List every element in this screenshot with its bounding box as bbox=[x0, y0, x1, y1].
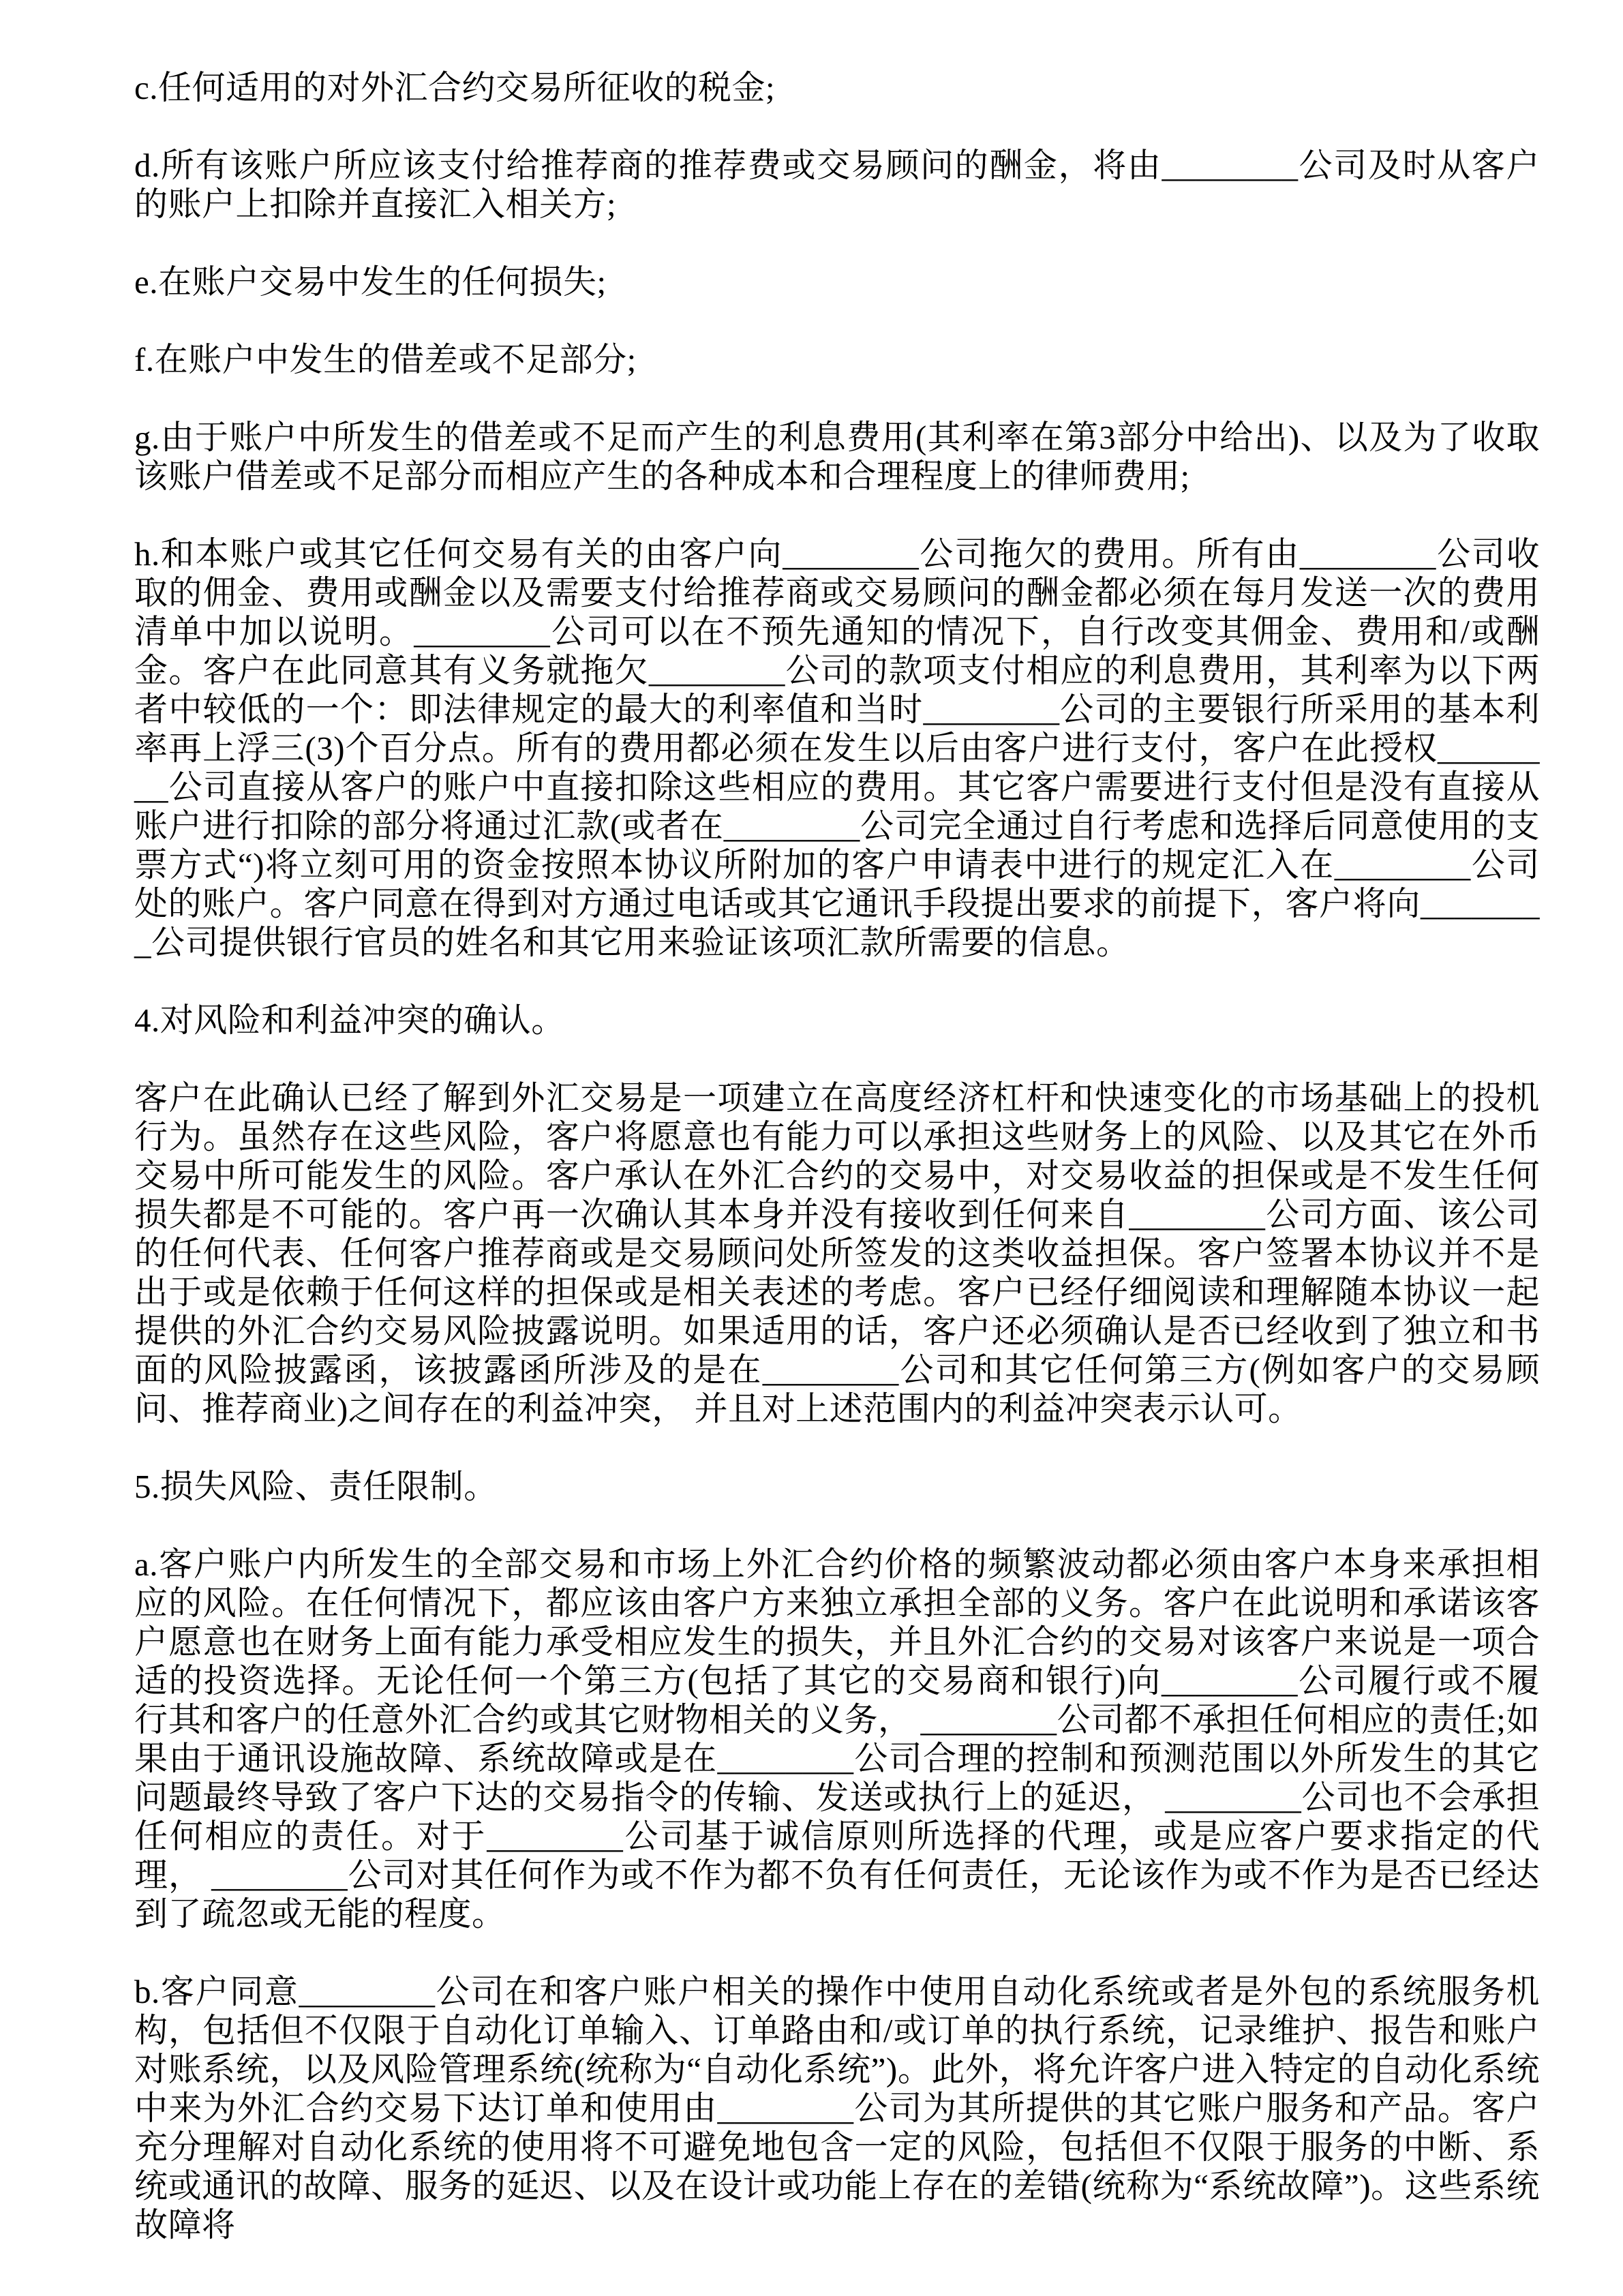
clause-5a: a.客户账户内所发生的全部交易和市场上外汇合约价格的频繁波动都必须由客户本身来承担相应的风险。在任何情况下，都应该由客户方来独立承担全部的义务。客户在此说明和承诺该客户愿意也在财务上面有能力承受相应发生的损失，并且外汇合约的交易对该客户来说是一项合适的投资选择。无论任何一个第三方(包括了其它的交易商和银行)向________公司履行或不履行其和客户的任意外汇合约或其它财物相关的义务， ________公司都不承担任何相应的责任;如果由于通讯设施故障、系统故障或是在________公司合理的控制和预测范围以外所发生的其它问题最终导致了客户下达的交易指令的传输、发送或执行上的延迟， ________公司也不会承担任何相应的责任。对于________公司基于诚信原则所选择的代理，或是应客户要求指定的代理， ________公司对其任何作为或不作为都不负有任何责任，无论该作为或不作为是否已经达到了疏忽或无能的程度。 bbox=[134, 1545, 1540, 1933]
section-4-heading: 4.对风险和利益冲突的确认。 bbox=[134, 1001, 565, 1039]
clause-d: d.所有该账户所应该支付给推荐商的推荐费或交易顾问的酬金，将由________公司及时从客户的账户上扣除并直接汇入相关方; bbox=[134, 147, 1540, 223]
clause-f: f.在账户中发生的借差或不足部分; bbox=[134, 341, 637, 378]
clause-e: e.在账户交易中发生的任何损失; bbox=[134, 263, 607, 301]
section-5-heading: 5.损失风险、责任限制。 bbox=[134, 1468, 498, 1505]
clause-g: g.由于账户中所发生的借差或不足而产生的利息费用(其利率在第3部分中给出)、以及为了收取该账户借差或不足部分而相应产生的各种成本和合理程度上的律师费用; bbox=[134, 419, 1540, 495]
section-4-paragraph: 客户在此确认已经了解到外汇交易是一项建立在高度经济杠杆和快速变化的市场基础上的投机行为。虽然存在这些风险，客户将愿意也有能力可以承担这些财务上的风险、以及其它在外币交易中所可能发生的风险。客户承认在外汇合约的交易中，对交易收益的担保或是不发生任何损失都是不可能的。客户再一次确认其本身并没有接收到任何来自________公司方面、该公司的任何代表、任何客户推荐商或是交易顾问处所签发的这类收益担保。客户签署本协议并不是出于或是依赖于任何这样的担保或是相关表述的考虑。客户已经仔细阅读和理解随本协议一起提供的外汇合约交易风险披露说明。如果适用的话，客户还必须确认是否已经收到了独立和书面的风险披露函，该披露函所涉及的是在________公司和其它任何第三方(例如客户的交易顾问、推荐商业)之间存在的利益冲突， 并且对上述范围内的利益冲突表示认可。 bbox=[134, 1079, 1540, 1428]
clause-5b: b.客户同意________公司在和客户账户相关的操作中使用自动化系统或者是外包的系统服务机构，包括但不仅限于自动化订单输入、订单路由和/或订单的执行系统，记录维护、报告和账户对账系统，以及风险管理系统(统称为“自动化系统”)。此外，将允许客户进入特定的自动化系统中来为外汇合约交易下达订单和使用由________公司为其所提供的其它账户服务和产品。客户充分理解对自动化系统的使用将不可避免地包含一定的风险，包括但不仅限于服务的中断、系统或通讯的故障、服务的延迟、以及在设计或功能上存在的差错(统称为“系统故障”)。这些系统故障将 bbox=[134, 1973, 1540, 2244]
document-content bbox=[134, 68, 1540, 2244]
clause-h: h.和本账户或其它任何交易有关的由客户向________公司拖欠的费用。所有由________公司收取的佣金、费用或酬金以及需要支付给推荐商或交易顾问的酬金都必须在每月发送一次的费用清单中加以说明。________公司可以在不预先通知的情况下，自行改变其佣金、费用和/或酬金。客户在此同意其有义务就拖欠________公司的款项支付相应的利息费用，其利率为以下两者中较低的一个：即法律规定的最大的利率值和当时________公司的主要银行所采用的基本利率再上浮三(3)个百分点。所有的费用都必须在发生以后由客户进行支付，客户在此授权________公司直接从客户的账户中直接扣除这些相应的费用。其它客户需要进行支付但是没有直接从账户进行扣除的部分将通过汇款(或者在________公司完全通过自行考虑和选择后同意使用的支票方式“)将立刻可用的资金按照本协议所附加的客户申请表中进行的规定汇入在________公司处的账户。客户同意在得到对方通过电话或其它通讯手段提出要求的前提下，客户将向________公司提供银行官员的姓名和其它用来验证该项汇款所需要的信息。 bbox=[134, 535, 1540, 961]
clause-c: c.任何适用的对外汇合约交易所征收的税金; bbox=[134, 69, 776, 106]
